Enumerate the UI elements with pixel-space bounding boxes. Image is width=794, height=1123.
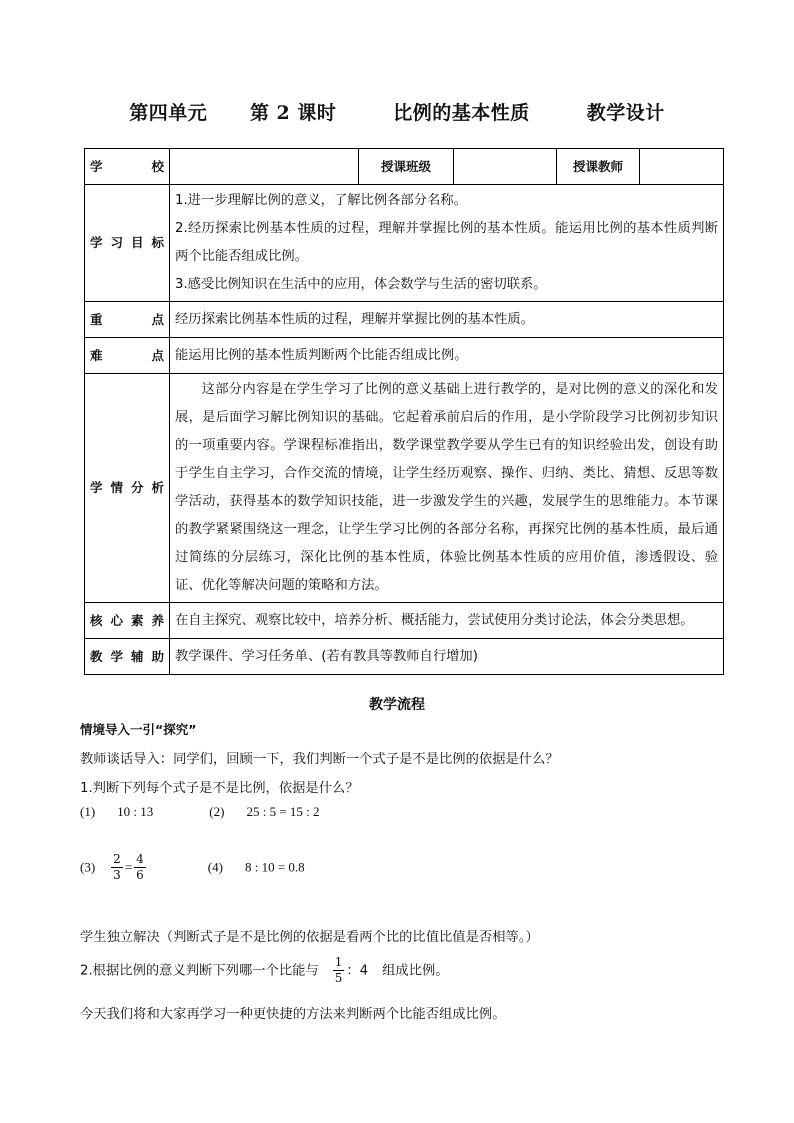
goal-item: 3.感受比例知识在生活中的应用，体会数学与生活的密切联系。 [175, 277, 547, 292]
analysis-paragraph: 这部分内容是在学生学习了比例的意义基础上进行教学的，是对比例的意义的深化和发展，是后面学习解比例知识的基础。它起着承前启后的作用，是小学阶段学习比例初步知识的一项重要内容。学课程标准指出，数学课堂教学要从学生已有的知识经验出发，创设有助于学生自主学习，合作交流的情境，让学生经历观察、操作、归纳、类比、猜想、反思等数学活动，获得基本的数学知识技能，进一步激发学生的兴趣，发展学生的思维能力。本节课的教学紧紧围绕这一理念，让学生学习比例的各部分名称，再探究比例的基本性质，最后通过简练的分层练习，深化比例的基本性质，体验比例基本性质的应用价值，渗透假设、验证、优化等解决问题的策略和方法。 [175, 382, 718, 593]
analysis-label: 学情分析 [85, 374, 170, 603]
teacher-value [640, 149, 724, 185]
item-1-label: (1) [80, 804, 96, 819]
key-point-content: 经历探索比例基本性质的过程，理解并掌握比例的基本性质。 [170, 302, 724, 338]
item-3-label: (3) [80, 859, 96, 875]
item-1-expression: 10 : 13 [117, 804, 154, 819]
question-2-suffix: 组成比例。 [382, 963, 449, 979]
equals-sign: = [124, 859, 133, 875]
class-label: 授课班级 [359, 149, 454, 185]
goals-label: 学习目标 [85, 185, 170, 302]
analysis-content [170, 374, 724, 603]
item-4-expression: 8 : 10 = 0.8 [244, 859, 305, 875]
question-2 [80, 955, 740, 986]
question-1-items-row-2 [80, 852, 740, 883]
teaching-flow-title: 教学流程 [369, 697, 425, 713]
goal-item: 2.经历探索比例基本性质的过程，理解并掌握比例的基本性质。能运用比例的基本性质判断两个比能否组成比例。 [175, 221, 718, 264]
item-2-label: (2) [209, 804, 225, 819]
page-title: 第四单元 第 2 课时 比例的基本性质 教学设计 [129, 102, 665, 124]
difficulty-content: 能运用比例的基本性质判断两个比能否组成比例。 [170, 338, 724, 374]
teaching-aid-content: 教学课件、学习任务单、(若有教具等教师自行增加) [170, 639, 724, 675]
difficulty-label: 难 点 [85, 338, 170, 374]
student-solve: 学生独立解决（判断式子是不是比例的依据是看两个比的比值比值是否相等。） [80, 930, 539, 945]
question-2-ratio: ：4 [346, 963, 369, 979]
teacher-label: 授课教师 [557, 149, 640, 185]
question-1: 1.判断下列每个式子是不是比例，依据是什么？ [80, 781, 359, 796]
item-4-label: (4) [207, 859, 223, 875]
key-point-label: 重 点 [85, 302, 170, 338]
class-value [454, 149, 557, 185]
lesson-info-table [84, 148, 724, 675]
today-intro: 今天我们将和大家再学习一种更快捷的方法来判断两个比能否组成比例。 [80, 1007, 506, 1022]
core-literacy-content: 在自主探究、观察比较中，培养分析、概括能力，尝试使用分类讨论法，体会分类思想。 [170, 603, 724, 639]
teaching-aid-label: 教学辅助 [85, 639, 170, 675]
goals-content [170, 185, 724, 302]
fraction-one-fifth: $\frac{1}{5}$ [334, 955, 343, 985]
school-label: 学 校 [85, 149, 170, 185]
teacher-talk: 教师谈话导入：同学们，回顾一下，我们判断一个式子是不是比例的依据是什么？ [80, 752, 559, 767]
intro-heading: 情境导入一引“探究” [80, 722, 197, 737]
school-value [170, 149, 359, 185]
item-2-expression: 25 : 5 = 15 : 2 [246, 804, 320, 819]
goal-item: 1.进一步理解比例的意义，了解比例各部分名称。 [175, 193, 467, 208]
core-literacy-label: 核心素养 [85, 603, 170, 639]
question-1-items-row-1 [80, 804, 740, 820]
fraction-two-thirds: $\frac{2}{3}$ [113, 852, 121, 882]
question-2-prefix: 2.根据比例的意义判断下列哪一个比能与 [80, 963, 319, 979]
fraction-four-sixths: $\frac{4}{6}$ [136, 852, 144, 882]
